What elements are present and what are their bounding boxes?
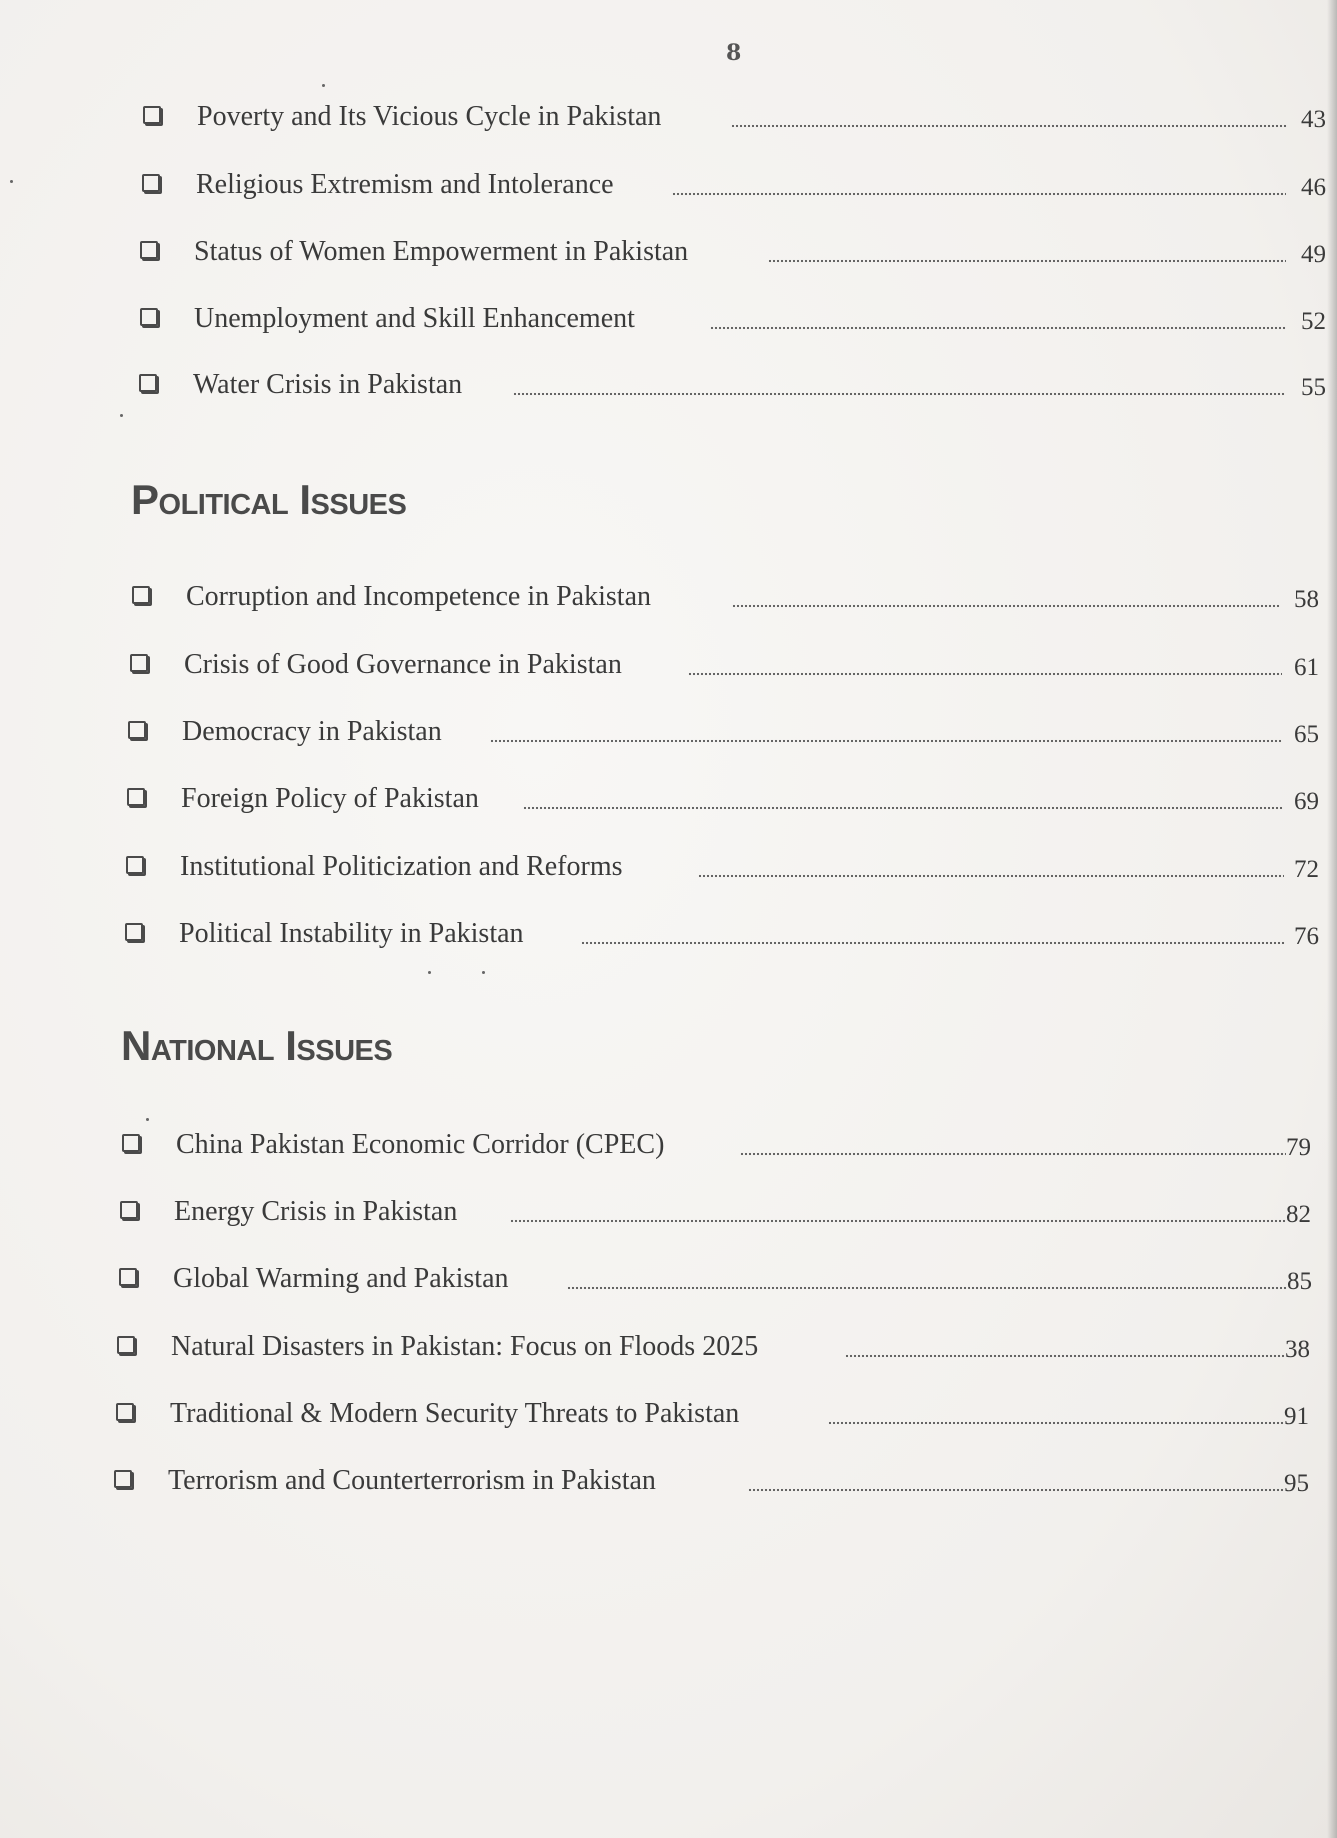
toc-entry-title: Foreign Policy of Pakistan bbox=[181, 783, 479, 814]
toc-entry-title: Political Instability in Pakistan bbox=[179, 918, 524, 949]
toc-entry-page: 38 bbox=[1285, 1336, 1310, 1363]
checkbox-icon bbox=[114, 1470, 132, 1488]
checkbox-icon bbox=[127, 788, 145, 806]
toc-entry-title: Energy Crisis in Pakistan bbox=[174, 1196, 458, 1227]
scan-speck bbox=[146, 1118, 149, 1121]
toc-entry-page: 82 bbox=[1286, 1201, 1311, 1228]
scan-speck bbox=[120, 414, 123, 417]
toc-entry[interactable] bbox=[114, 1464, 1333, 1504]
toc-entry-title: Global Warming and Pakistan bbox=[173, 1263, 509, 1294]
toc-entry[interactable] bbox=[139, 368, 1333, 408]
dot-leader bbox=[672, 192, 1286, 196]
toc-entry[interactable] bbox=[126, 850, 1333, 890]
section-heading-political: Political Issues bbox=[131, 476, 407, 523]
toc-entry-page: 69 bbox=[1294, 788, 1319, 815]
checkbox-icon bbox=[132, 586, 150, 604]
dot-leader bbox=[732, 604, 1280, 608]
toc-entry[interactable] bbox=[142, 168, 1333, 208]
checkbox-icon bbox=[140, 241, 158, 259]
dot-leader bbox=[740, 1152, 1286, 1156]
dot-leader bbox=[828, 1421, 1284, 1425]
checkbox-icon bbox=[116, 1403, 134, 1421]
dot-leader bbox=[567, 1286, 1287, 1290]
toc-entry-title: Religious Extremism and Intolerance bbox=[196, 169, 614, 200]
dot-leader bbox=[510, 1219, 1286, 1223]
dot-leader bbox=[768, 259, 1286, 263]
page-number: 8 bbox=[726, 40, 742, 66]
toc-entry-title: Natural Disasters in Pakistan: Focus on Floods 2025 bbox=[171, 1331, 759, 1362]
toc-entry-page: 79 bbox=[1286, 1134, 1311, 1161]
checkbox-icon bbox=[125, 923, 143, 941]
toc-entry[interactable] bbox=[119, 1262, 1333, 1302]
toc-entry-title: Unemployment and Skill Enhancement bbox=[194, 303, 635, 334]
scan-speck bbox=[322, 84, 325, 87]
dot-leader bbox=[513, 392, 1285, 396]
toc-entry-page: 55 bbox=[1301, 374, 1326, 401]
toc-entry[interactable] bbox=[116, 1397, 1333, 1437]
toc-entry-title: Corruption and Incompetence in Pakistan bbox=[186, 581, 651, 612]
toc-entry-title: Traditional & Modern Security Threats to Pakistan bbox=[170, 1398, 740, 1429]
toc-entry[interactable] bbox=[130, 648, 1333, 688]
dot-leader bbox=[523, 806, 1283, 810]
checkbox-icon bbox=[119, 1268, 137, 1286]
dot-leader bbox=[581, 941, 1285, 945]
toc-entry-page: 43 bbox=[1301, 106, 1326, 133]
scan-speck bbox=[10, 180, 13, 183]
checkbox-icon bbox=[126, 856, 144, 874]
toc-entry[interactable] bbox=[128, 715, 1333, 755]
scan-speck bbox=[482, 971, 485, 974]
dot-leader bbox=[688, 672, 1282, 676]
toc-entry-title: Status of Women Empowerment in Pakistan bbox=[194, 236, 689, 267]
toc-entry-page: 46 bbox=[1301, 174, 1326, 201]
toc-entry[interactable] bbox=[117, 1330, 1333, 1370]
toc-entry-page: 61 bbox=[1294, 654, 1319, 681]
checkbox-icon bbox=[142, 174, 160, 192]
toc-entry-page: 72 bbox=[1294, 856, 1319, 883]
dot-leader bbox=[710, 326, 1286, 330]
toc-entry[interactable] bbox=[140, 235, 1333, 275]
toc-entry-page: 85 bbox=[1287, 1268, 1312, 1295]
dot-leader bbox=[490, 739, 1282, 743]
toc-entry-title: Institutional Politicization and Reforms bbox=[180, 851, 623, 882]
toc-entry[interactable] bbox=[143, 100, 1333, 140]
toc-entry-title: Terrorism and Counterterrorism in Pakistan bbox=[168, 1465, 656, 1496]
checkbox-icon bbox=[140, 308, 158, 326]
checkbox-icon bbox=[122, 1134, 140, 1152]
toc-entry[interactable] bbox=[122, 1128, 1333, 1168]
toc-entry-title: Water Crisis in Pakistan bbox=[193, 369, 463, 400]
toc-entry[interactable] bbox=[120, 1195, 1333, 1235]
toc-entry[interactable] bbox=[125, 917, 1333, 957]
dot-leader bbox=[698, 874, 1284, 878]
toc-entry-title: Poverty and Its Vicious Cycle in Pakistan bbox=[197, 101, 662, 132]
checkbox-icon bbox=[120, 1201, 138, 1219]
toc-entry[interactable] bbox=[127, 782, 1333, 822]
toc-entry-page: 58 bbox=[1294, 586, 1319, 613]
toc-entry-page: 91 bbox=[1284, 1403, 1309, 1430]
checkbox-icon bbox=[130, 654, 148, 672]
scan-speck bbox=[428, 971, 431, 974]
toc-entry-title: China Pakistan Economic Corridor (CPEC) bbox=[176, 1129, 665, 1160]
toc-entry-page: 95 bbox=[1284, 1470, 1309, 1497]
dot-leader bbox=[748, 1488, 1284, 1492]
dot-leader bbox=[845, 1354, 1285, 1358]
toc-entry-title: Democracy in Pakistan bbox=[182, 716, 442, 747]
dot-leader bbox=[731, 124, 1287, 128]
toc-entry-page: 65 bbox=[1294, 721, 1319, 748]
checkbox-icon bbox=[143, 106, 161, 124]
toc-entry-page: 52 bbox=[1301, 308, 1326, 335]
section-heading-national: National Issues bbox=[121, 1022, 393, 1069]
checkbox-icon bbox=[139, 374, 157, 392]
toc-entry[interactable] bbox=[140, 302, 1333, 342]
checkbox-icon bbox=[128, 721, 146, 739]
toc-entry-page: 49 bbox=[1301, 241, 1326, 268]
toc-entry[interactable] bbox=[132, 580, 1333, 620]
toc-entry-title: Crisis of Good Governance in Pakistan bbox=[184, 649, 622, 680]
checkbox-icon bbox=[117, 1336, 135, 1354]
toc-entry-page: 76 bbox=[1294, 923, 1319, 950]
